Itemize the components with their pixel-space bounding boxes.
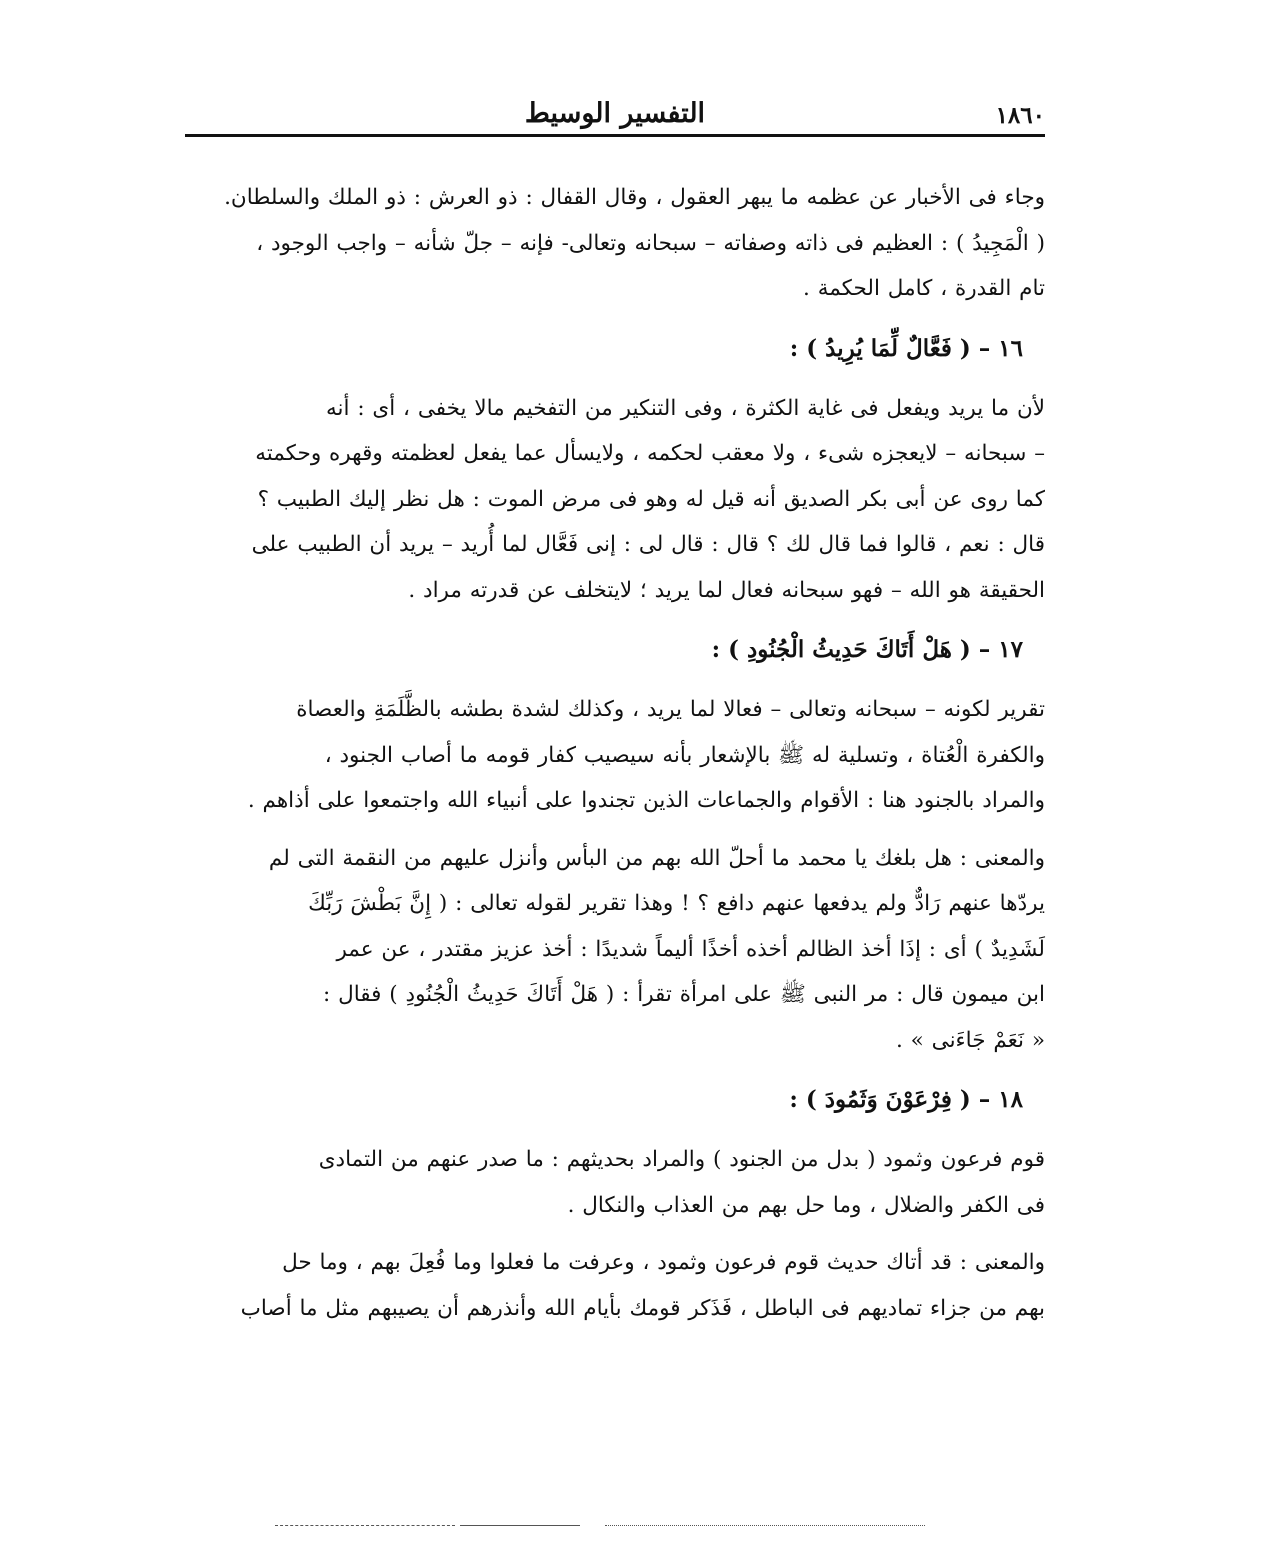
page-body xyxy=(185,175,1045,1331)
verse-heading: ١٨ – ( فِرْعَوْنَ وَثَمُودَ ) : xyxy=(789,1086,1023,1113)
text-line: تام القدرة ، كامل الحكمة . xyxy=(803,276,1045,301)
text-line: قوم فرعون وثمود ( بدل من الجنود ) والمراد بحديثهم : ما صدر عنهم من التمادى xyxy=(318,1147,1045,1172)
text-line: لَشَدِيدٌ ) أى : إذَا أخذ الظالم أخذه أخذًا أليماً شديدًا : أخذ عزيز مقتدر ، عن عمر xyxy=(336,936,1045,962)
text-line: والكفرة الْعُتاة ، وتسلية له ﷺ بالإشعار بأنه سيصيب كفار قومه ما أصاب الجنود ، xyxy=(324,742,1045,768)
text-line: ابن ميمون قال : مر النبى ﷺ على امرأة تقرأ : ( هَلْ أَتَاكَ حَدِيثُ الْجُنُودِ ) فقال : xyxy=(323,982,1045,1007)
text-line: – سبحانه – لايعجزه شىء ، ولا معقب لحكمه ، ولايسأل عما يفعل لعظمته وقهره وحكمته xyxy=(255,441,1045,466)
verse-heading: ١٦ – ( فَعَّالٌ لِّمَا يُرِيدُ ) : xyxy=(789,334,1023,362)
paragraph xyxy=(185,836,1045,1064)
text-line: والمراد بالجنود هنا : الأقوام والجماعات الذين تجندوا على أنبياء الله واجتمعوا على أذاهم . xyxy=(247,788,1045,813)
paragraph xyxy=(185,386,1045,614)
text-line: لأن ما يريد ويفعل فى غاية الكثرة ، وفى التنكير من التفخيم مالا يخفى ، أى : أنه xyxy=(326,395,1045,421)
text-line: الحقيقة هو الله – فهو سبحانه فعال لما يريد ؛ لايتخلف عن قدرته مراد . xyxy=(408,577,1045,603)
page-header xyxy=(185,96,1045,136)
paragraph xyxy=(185,687,1045,824)
paragraph xyxy=(185,175,1045,312)
text-line: كما روى عن أبى بكر الصديق أنه قيل له وهو فى مرض الموت : هل نظر إليك الطبيب ؟ xyxy=(257,486,1045,512)
paragraph xyxy=(185,1137,1045,1228)
text-line: ( الْمَجِيدُ ) : العظيم فى ذاته وصفاته – سبحانه وتعالى- فإنه – جلّ شأنه – واجب الوجود ، xyxy=(256,230,1045,256)
text-line: قال : نعم ، قالوا فما قال لك ؟ قال : قال لى : إنى فَعَّال لما أُريد – يريد أن الطبيب على xyxy=(251,532,1045,557)
footer-rule xyxy=(605,1525,925,1526)
text-line: « نَعَمْ جَاءَنى » . xyxy=(896,1027,1045,1053)
text-line: يردّها عنهم رَادٌّ ولم يدفعها عنهم دافع ؟ ! وهذا تقرير لقوله تعالى : ( إِنَّ بَطْشَ رَبِّكَ xyxy=(308,891,1045,916)
paragraph xyxy=(185,1240,1045,1331)
text-line: والمعنى : قد أتاك حديث قوم فرعون وثمود ، وعرفت ما فعلوا وما فُعِلَ بهم ، وما حل xyxy=(282,1250,1045,1275)
paragraph-gap xyxy=(185,1228,1045,1240)
text-line: بهم من جزاء تماديهم فى الباطل ، فَذَكر قومك بأيام الله وأنذرهم أن يصيبهم مثل ما أصاب xyxy=(240,1295,1045,1321)
page-number: ١٨٦٠ xyxy=(995,102,1045,129)
header-rule xyxy=(185,134,1045,137)
footer-rule xyxy=(275,1525,455,1526)
footer-rule xyxy=(460,1525,580,1526)
running-title: التفسير الوسيط xyxy=(524,98,706,129)
text-line: تقرير لكونه – سبحانه وتعالى – فعالا لما يريد ، وكذلك لشدة بطشه بالظَّلَمَةِ والعصاة xyxy=(296,697,1045,722)
text-line: وجاء فى الأخبار عن عظمه ما يبهر العقول ، وقال القفال : ذو العرش : ذو الملك والسلطان. xyxy=(224,185,1045,210)
text-line: فى الكفر والضلال ، وما حل بهم من العذاب والنكال . xyxy=(567,1192,1045,1218)
text-line: والمعنى : هل بلغك يا محمد ما أحلّ الله بهم من البأس وأنزل عليهم من النقمة التى لم xyxy=(268,845,1045,871)
verse-heading: ١٧ – ( هَلْ أَتَاكَ حَدِيثُ الْجُنُودِ ) : xyxy=(711,636,1023,663)
document-page xyxy=(185,0,1045,1563)
paragraph-gap xyxy=(185,824,1045,836)
